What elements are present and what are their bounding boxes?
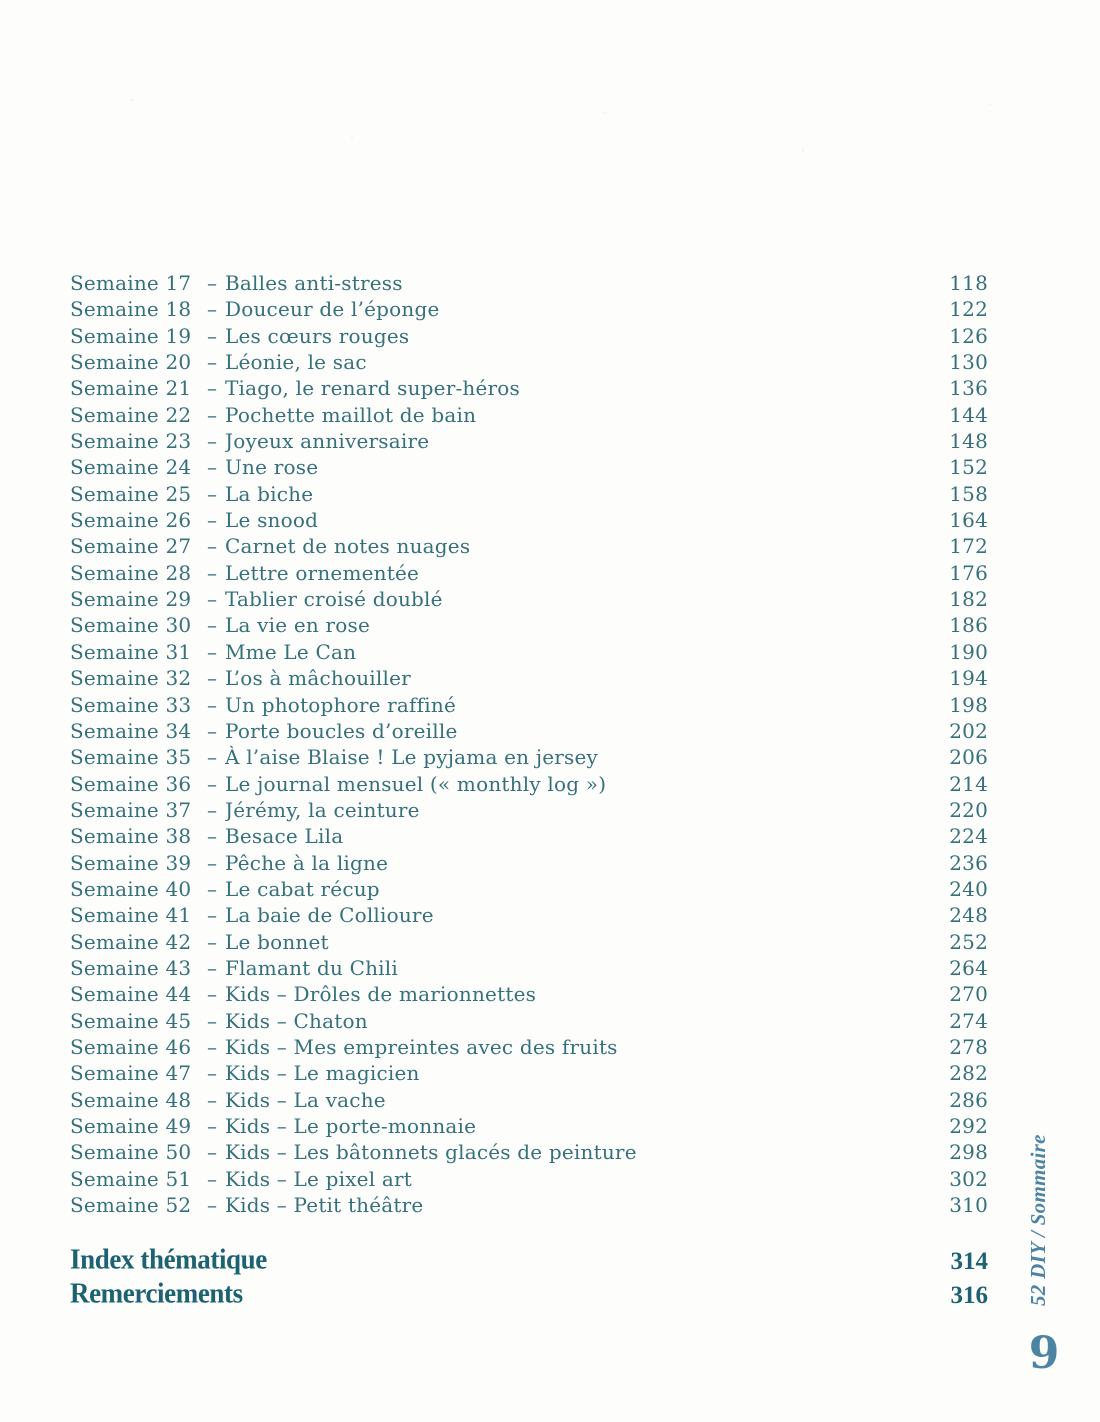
toc-week-label: Semaine 22 — [70, 402, 192, 427]
toc-week-label: Semaine 21 — [70, 376, 192, 401]
toc-entry-page-number: 158 — [949, 481, 988, 506]
toc-dash: – — [207, 402, 218, 427]
toc-row — [70, 481, 988, 507]
toc-entry-title: Porte boucles d’oreille — [225, 718, 458, 743]
toc-row — [70, 375, 988, 401]
toc-week-label: Semaine 39 — [70, 850, 192, 875]
toc-week-label: Semaine 43 — [70, 955, 192, 980]
toc-entry-page-number: 122 — [949, 297, 988, 322]
toc-dash: – — [207, 587, 218, 612]
toc-dash: – — [207, 666, 218, 691]
toc-entry-page-number: 172 — [949, 534, 988, 559]
toc-row — [70, 533, 988, 559]
toc-entry-title: Kids – La vache — [225, 1087, 386, 1112]
toc-entry-page-number: 252 — [949, 929, 988, 954]
toc-dash: – — [207, 534, 218, 559]
toc-week-label: Semaine 46 — [70, 1034, 192, 1059]
toc-entry-title: Le cabat récup — [225, 876, 380, 901]
toc-week-label: Semaine 45 — [70, 1008, 192, 1033]
toc-row — [70, 507, 988, 533]
toc-week-label: Semaine 18 — [70, 297, 192, 322]
toc-entry-title: Kids – Chaton — [225, 1008, 368, 1033]
toc-entry-page-number: 148 — [949, 429, 988, 454]
toc-week-label: Semaine 23 — [70, 429, 192, 454]
toc-entry-page-number: 224 — [949, 824, 988, 849]
toc-footer-list — [70, 1243, 988, 1311]
toc-week-label: Semaine 34 — [70, 718, 192, 743]
toc-entry-title: Le bonnet — [225, 929, 329, 954]
toc-entry-page-number: 164 — [949, 508, 988, 533]
toc-entry-title: Mme Le Can — [225, 639, 357, 664]
toc-dash: – — [207, 1034, 218, 1059]
toc-week-label: Semaine 49 — [70, 1114, 192, 1138]
toc-row — [70, 981, 988, 1007]
toc-dash: – — [207, 1008, 218, 1033]
toc-dash: – — [207, 323, 218, 348]
toc-week-label: Semaine 32 — [70, 666, 192, 691]
toc-entry-title: Joyeux anniversaire — [225, 429, 430, 454]
toc-entry-title: Pochette maillot de bain — [225, 402, 477, 427]
toc-row — [70, 665, 988, 691]
toc-row — [70, 929, 988, 955]
toc-week-label: Semaine 52 — [70, 1193, 192, 1218]
toc-entry-page-number: 240 — [949, 876, 988, 901]
toc-entry-title: Tiago, le renard super-héros — [225, 376, 521, 401]
toc-week-label: Semaine 38 — [70, 824, 192, 849]
toc-entry-page-number: 176 — [949, 560, 988, 585]
toc-entry-page-number: 190 — [949, 639, 988, 664]
toc-row — [70, 349, 988, 375]
footer-row-index — [70, 1243, 988, 1277]
toc-entry-title: Pêche à la ligne — [225, 850, 389, 875]
toc-dash: – — [207, 1087, 218, 1112]
toc-dash: – — [207, 271, 218, 295]
toc-row — [70, 323, 988, 349]
toc-entry-title: Kids – Mes empreintes avec des fruits — [225, 1034, 618, 1059]
toc-row — [70, 692, 988, 718]
toc-week-label: Semaine 25 — [70, 481, 192, 506]
toc-entry-title: Kids – Petit théâtre — [225, 1193, 424, 1218]
toc-dash: – — [207, 692, 218, 717]
toc-entry-page-number: 278 — [949, 1034, 988, 1059]
toc-entry-title: Les cœurs rouges — [225, 323, 410, 348]
footer-remerciements-label: Remerciements — [70, 1277, 243, 1309]
toc-week-label: Semaine 42 — [70, 929, 192, 954]
toc-dash: – — [207, 429, 218, 454]
toc-dash: – — [207, 1114, 218, 1138]
toc-row — [70, 612, 988, 638]
toc-entry-page-number: 118 — [949, 271, 988, 295]
toc-entry-title: Une rose — [225, 455, 319, 480]
toc-entry-page-number: 298 — [949, 1140, 988, 1165]
toc-row — [70, 1087, 988, 1113]
scan-noise-texture — [0, 0, 1100, 250]
toc-entry-title: La baie de Collioure — [225, 903, 434, 928]
toc-entry-page-number: 198 — [949, 692, 988, 717]
toc-week-label: Semaine 30 — [70, 613, 192, 638]
toc-entry-page-number: 182 — [949, 587, 988, 612]
toc-entry-page-number: 144 — [949, 402, 988, 427]
toc-row — [70, 586, 988, 612]
toc-entry-title: Le snood — [225, 508, 319, 533]
toc-week-label: Semaine 48 — [70, 1087, 192, 1112]
toc-row — [70, 823, 988, 849]
footer-index-label: Index thématique — [70, 1243, 267, 1275]
page-number: 9 — [1028, 1328, 1060, 1379]
toc-entry-title: Kids – Drôles de marionnettes — [225, 982, 537, 1007]
toc-row — [70, 1060, 988, 1086]
toc-dash: – — [207, 745, 218, 770]
toc-entry-page-number: 286 — [949, 1087, 988, 1112]
toc-entry-title: Tablier croisé doublé — [225, 587, 443, 612]
toc-row — [70, 402, 988, 428]
toc-entry-title: Kids – Les bâtonnets glacés de peinture — [225, 1140, 637, 1165]
toc-entry-title: Un photophore raffiné — [225, 692, 456, 717]
toc-week-label: Semaine 41 — [70, 903, 192, 928]
toc-row — [70, 1008, 988, 1034]
toc-entry-page-number: 282 — [949, 1061, 988, 1086]
toc-row — [70, 428, 988, 454]
toc-row — [70, 876, 988, 902]
toc-week-label: Semaine 26 — [70, 508, 192, 533]
toc-dash: – — [207, 297, 218, 322]
toc-row — [70, 270, 988, 296]
toc-row — [70, 797, 988, 823]
toc-dash: – — [207, 639, 218, 664]
toc-entry-title: Carnet de notes nuages — [225, 534, 471, 559]
toc-dash: – — [207, 613, 218, 638]
toc-dash: – — [207, 376, 218, 401]
toc-week-label: Semaine 35 — [70, 745, 192, 770]
toc-entry-page-number: 310 — [949, 1193, 988, 1218]
toc-entry-title: Kids – Le porte-monnaie — [225, 1114, 477, 1138]
toc-week-label: Semaine 28 — [70, 560, 192, 585]
toc-row — [70, 1192, 988, 1218]
toc-entry-title: L’os à mâchouiller — [225, 666, 411, 691]
toc-row — [70, 955, 988, 981]
toc-entry-title: Besace Lila — [225, 824, 344, 849]
toc-week-label: Semaine 27 — [70, 534, 192, 559]
toc-entry-page-number: 220 — [949, 797, 988, 822]
toc-entry-page-number: 270 — [949, 982, 988, 1007]
toc-entry-title: Flamant du Chili — [225, 955, 398, 980]
toc-row — [70, 454, 988, 480]
toc-dash: – — [207, 1193, 218, 1218]
toc-dash: – — [207, 982, 218, 1007]
toc-week-label: Semaine 24 — [70, 455, 192, 480]
toc-week-label: Semaine 47 — [70, 1061, 192, 1086]
toc-dash: – — [207, 850, 218, 875]
toc-entry-title: À l’aise Blaise ! Le pyjama en jersey — [225, 745, 599, 770]
toc-week-label: Semaine 31 — [70, 639, 192, 664]
toc-dash: – — [207, 929, 218, 954]
toc-week-label: Semaine 29 — [70, 587, 192, 612]
toc-dash: – — [207, 903, 218, 928]
toc-week-label: Semaine 20 — [70, 350, 192, 375]
toc-row — [70, 1034, 988, 1060]
toc-entry-title: Le journal mensuel (« monthly log ») — [225, 771, 607, 796]
toc-entry-page-number: 302 — [949, 1166, 988, 1191]
toc-entry-page-number: 130 — [949, 350, 988, 375]
footer-remerciements-page-number: 316 — [950, 1282, 988, 1309]
toc-entry-title: Kids – Le pixel art — [225, 1166, 412, 1191]
toc-dash: – — [207, 797, 218, 822]
toc-entry-title: La biche — [225, 481, 314, 506]
toc-entry-page-number: 274 — [949, 1008, 988, 1033]
toc-dash: – — [207, 771, 218, 796]
toc-entry-page-number: 186 — [949, 613, 988, 638]
footer-row-remerciements — [70, 1277, 988, 1311]
toc-dash: – — [207, 1166, 218, 1191]
toc-list — [70, 270, 988, 1218]
toc-row — [70, 1113, 988, 1139]
toc-week-label: Semaine 50 — [70, 1140, 192, 1165]
toc-row — [70, 639, 988, 665]
toc-entry-title: Douceur de l’éponge — [225, 297, 440, 322]
toc-entry-page-number: 152 — [949, 455, 988, 480]
toc-dash: – — [207, 350, 218, 375]
toc-dash: – — [207, 955, 218, 980]
toc-row — [70, 718, 988, 744]
toc-entry-page-number: 214 — [949, 771, 988, 796]
toc-dash: – — [207, 560, 218, 585]
toc-entry-page-number: 236 — [949, 850, 988, 875]
toc-entry-page-number: 126 — [949, 323, 988, 348]
toc-week-label: Semaine 33 — [70, 692, 192, 717]
toc-week-label: Semaine 40 — [70, 876, 192, 901]
toc-dash: – — [207, 718, 218, 743]
toc-row — [70, 560, 988, 586]
toc-dash: – — [207, 481, 218, 506]
toc-row — [70, 1166, 988, 1192]
toc-entry-page-number: 194 — [949, 666, 988, 691]
toc-entry-title: Kids – Le magicien — [225, 1061, 420, 1086]
toc-entry-page-number: 264 — [949, 955, 988, 980]
toc-dash: – — [207, 876, 218, 901]
toc-week-label: Semaine 37 — [70, 797, 192, 822]
footer-index-page-number: 314 — [950, 1248, 988, 1275]
toc-week-label: Semaine 17 — [70, 271, 192, 295]
toc-entry-title: Balles anti-stress — [225, 271, 403, 295]
toc-entry-title: Léonie, le sac — [225, 350, 367, 375]
toc-entry-page-number: 248 — [949, 903, 988, 928]
margin-caption: 52 DIY / Sommaire — [1026, 1134, 1050, 1306]
toc-entry-page-number: 206 — [949, 745, 988, 770]
toc-row — [70, 771, 988, 797]
toc-week-label: Semaine 36 — [70, 771, 192, 796]
toc-dash: – — [207, 455, 218, 480]
toc-entry-title: Lettre ornementée — [225, 560, 420, 585]
toc-row — [70, 296, 988, 322]
toc-week-label: Semaine 44 — [70, 982, 192, 1007]
toc-entry-page-number: 136 — [949, 376, 988, 401]
toc-entry-page-number: 292 — [949, 1114, 988, 1138]
toc-dash: – — [207, 1140, 218, 1165]
toc-entry-title: Jérémy, la ceinture — [225, 797, 420, 822]
toc-week-label: Semaine 19 — [70, 323, 192, 348]
toc-dash: – — [207, 1061, 218, 1086]
toc-entry-title: La vie en rose — [225, 613, 371, 638]
toc-dash: – — [207, 508, 218, 533]
toc-dash: – — [207, 824, 218, 849]
toc-week-label: Semaine 51 — [70, 1166, 192, 1191]
toc-entry-page-number: 202 — [949, 718, 988, 743]
toc-row — [70, 744, 988, 770]
toc-row — [70, 1139, 988, 1165]
toc-row — [70, 850, 988, 876]
toc-row — [70, 902, 988, 928]
